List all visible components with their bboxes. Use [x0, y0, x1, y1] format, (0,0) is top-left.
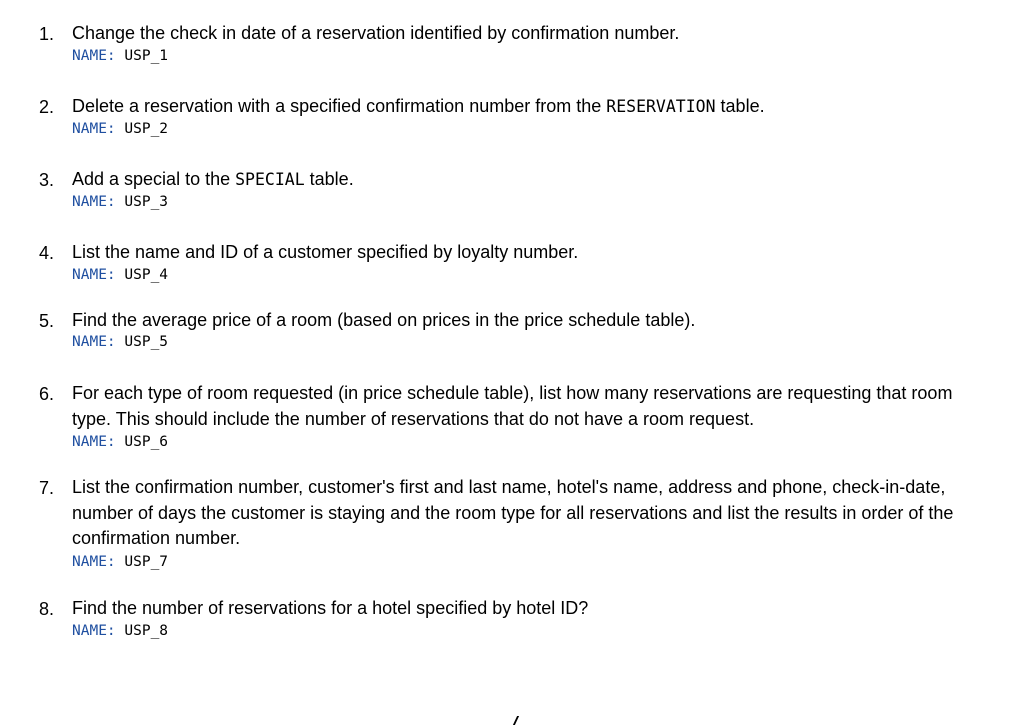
item-name: [72, 332, 168, 352]
table-name-code: SPECIAL: [235, 170, 305, 189]
name-value: USP_2: [124, 121, 169, 137]
name-label: NAME:: [72, 194, 116, 210]
name-value: USP_4: [124, 267, 169, 283]
cropped-glyph-fragment: [513, 716, 525, 725]
item-text: Change the check in date of a reservation identified by confirmation number.: [72, 23, 680, 43]
name-label: NAME:: [72, 48, 116, 64]
name-value: USP_3: [124, 194, 169, 210]
item-name: [72, 119, 168, 139]
item-text: List the name and ID of a customer specified by loyalty number.: [72, 242, 579, 262]
item-text: For each type of room requested (in price schedule table), list how many reservations are requesting that room type. This should include the number of reservations that do not have a room request.: [72, 383, 953, 429]
item-text: Delete a reservation with a specified confirmation number from the RESERVATION table.: [72, 96, 765, 116]
item-text: Find the number of reservations for a hotel specified by hotel ID?: [72, 598, 589, 618]
name-label: NAME:: [72, 121, 116, 137]
item-text: Add a special to the SPECIAL table.: [72, 169, 354, 189]
item-name: [72, 46, 168, 66]
item-number: 7.: [39, 478, 55, 498]
name-label: NAME:: [72, 623, 116, 639]
name-label: NAME:: [72, 554, 116, 570]
item-number: 3.: [39, 170, 55, 190]
name-value: USP_8: [124, 623, 169, 639]
item-name: [72, 265, 168, 285]
name-label: NAME:: [72, 267, 116, 283]
name-label: NAME:: [72, 434, 116, 450]
item-number: 4.: [39, 243, 55, 263]
item-number: 2.: [39, 97, 55, 117]
item-name: [72, 432, 168, 452]
name-value: USP_6: [124, 434, 169, 450]
item-name: [72, 192, 168, 212]
item-number: 1.: [39, 24, 55, 44]
name-value: USP_5: [124, 334, 169, 350]
item-number: 5.: [39, 311, 55, 331]
item-text: Find the average price of a room (based on prices in the price schedule table).: [72, 310, 696, 330]
item-text: List the confirmation number, customer's first and last name, hotel's name, address and phone, check-in-date, number of days the customer is staying and the room type for all reservations and list the results in order of the confirmation number.: [72, 477, 954, 548]
name-value: USP_1: [124, 48, 169, 64]
name-label: NAME:: [72, 334, 116, 350]
item-number: 6.: [39, 384, 55, 404]
item-number: 8.: [39, 599, 55, 619]
name-value: USP_7: [124, 554, 169, 570]
item-name: [72, 621, 168, 641]
item-name: [72, 552, 168, 572]
table-name-code: RESERVATION: [606, 97, 716, 116]
